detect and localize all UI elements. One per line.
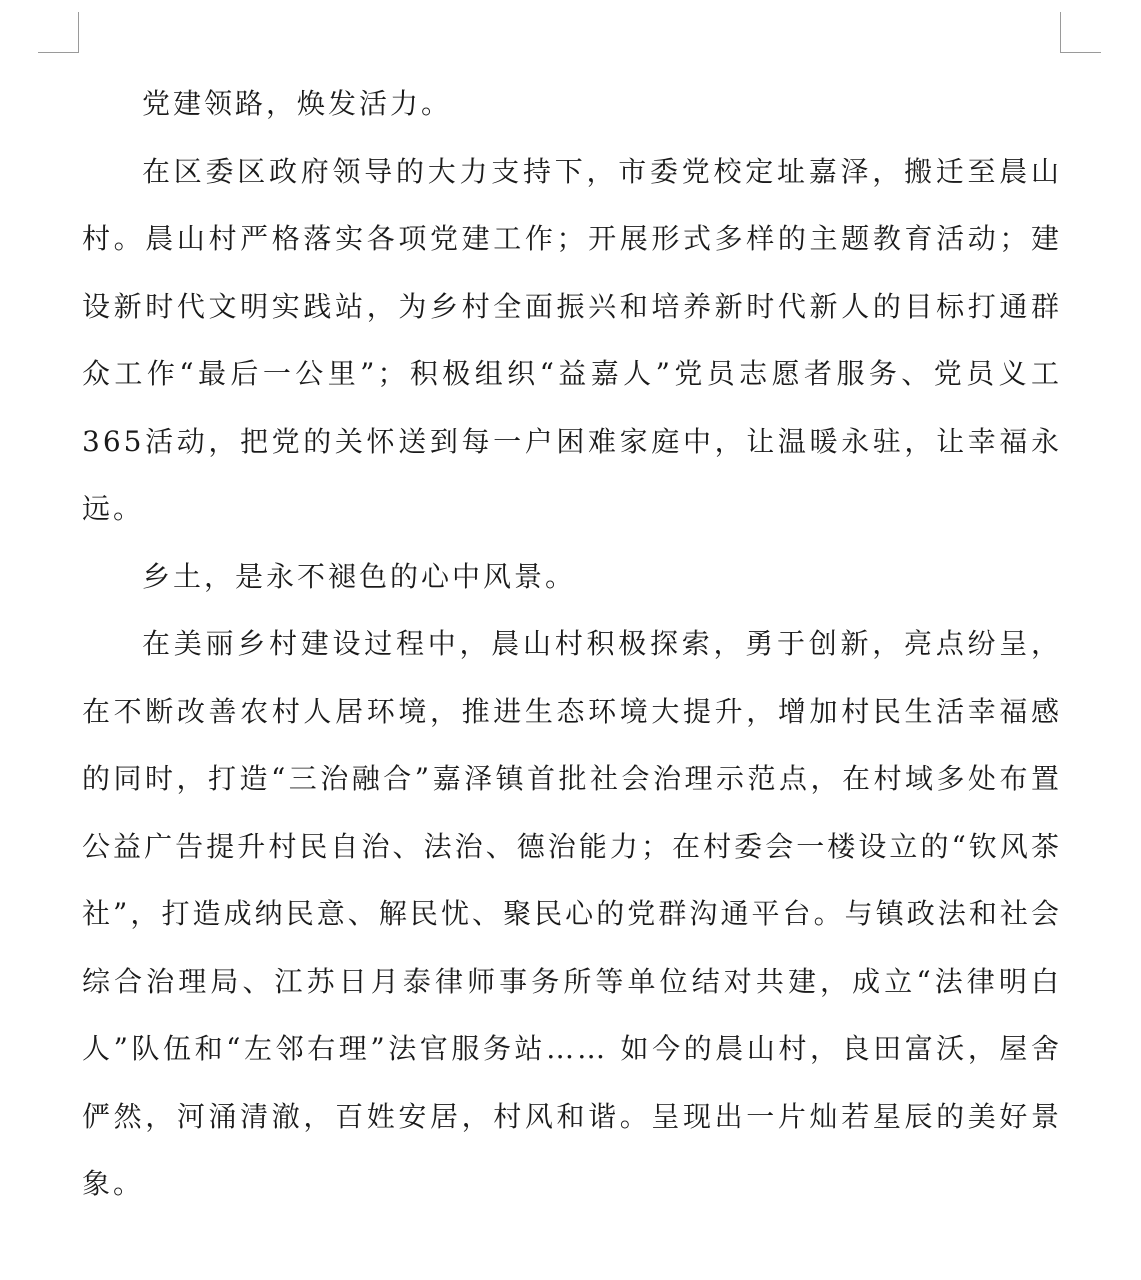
- document-body: [82, 70, 1062, 1218]
- paragraph-4: 在美丽乡村建设过程中，晨山村积极探索，勇于创新，亮点纷呈，在不断改善农村人居环境，推进生态环境大提升，增加村民生活幸福感的同时，打造“三治融合”嘉泽镇首批社会治理示范点，在村域多处布置公益广告提升村民自治、法治、德治能力；在村委会一楼设立的“钦风茶社”，打造成纳民意、解民忧、聚民心的党群沟通平台。与镇政法和社会综合治理局、江苏日月泰律师事务所等单位结对共建，成立“法律明白人”队伍和“左邻右理”法官服务站…… 如今的晨山村，良田富沃，屋舍俨然，河涌清澈，百姓安居，村风和谐。呈现出一片灿若星辰的美好景象。: [82, 627, 1062, 1200]
- margin-corner-mark-top-left: [38, 12, 79, 53]
- paragraph-2: 在区委区政府领导的大力支持下，市委党校定址嘉泽，搬迁至晨山村。晨山村严格落实各项党建工作；开展形式多样的主题教育活动；建设新时代文明实践站，为乡村全面振兴和培养新时代新人的目标打通群众工作“最后一公里”；积极组织“益嘉人”党员志愿者服务、党员义工365活动，把党的关怀送到每一户困难家庭中，让温暖永驻，让幸福永远。: [82, 154, 1062, 525]
- paragraph-3: 乡土，是永不褪色的心中风景。: [142, 559, 577, 593]
- margin-corner-mark-top-right: [1060, 12, 1101, 53]
- paragraph-1: 党建领路，焕发活力。: [142, 87, 453, 120]
